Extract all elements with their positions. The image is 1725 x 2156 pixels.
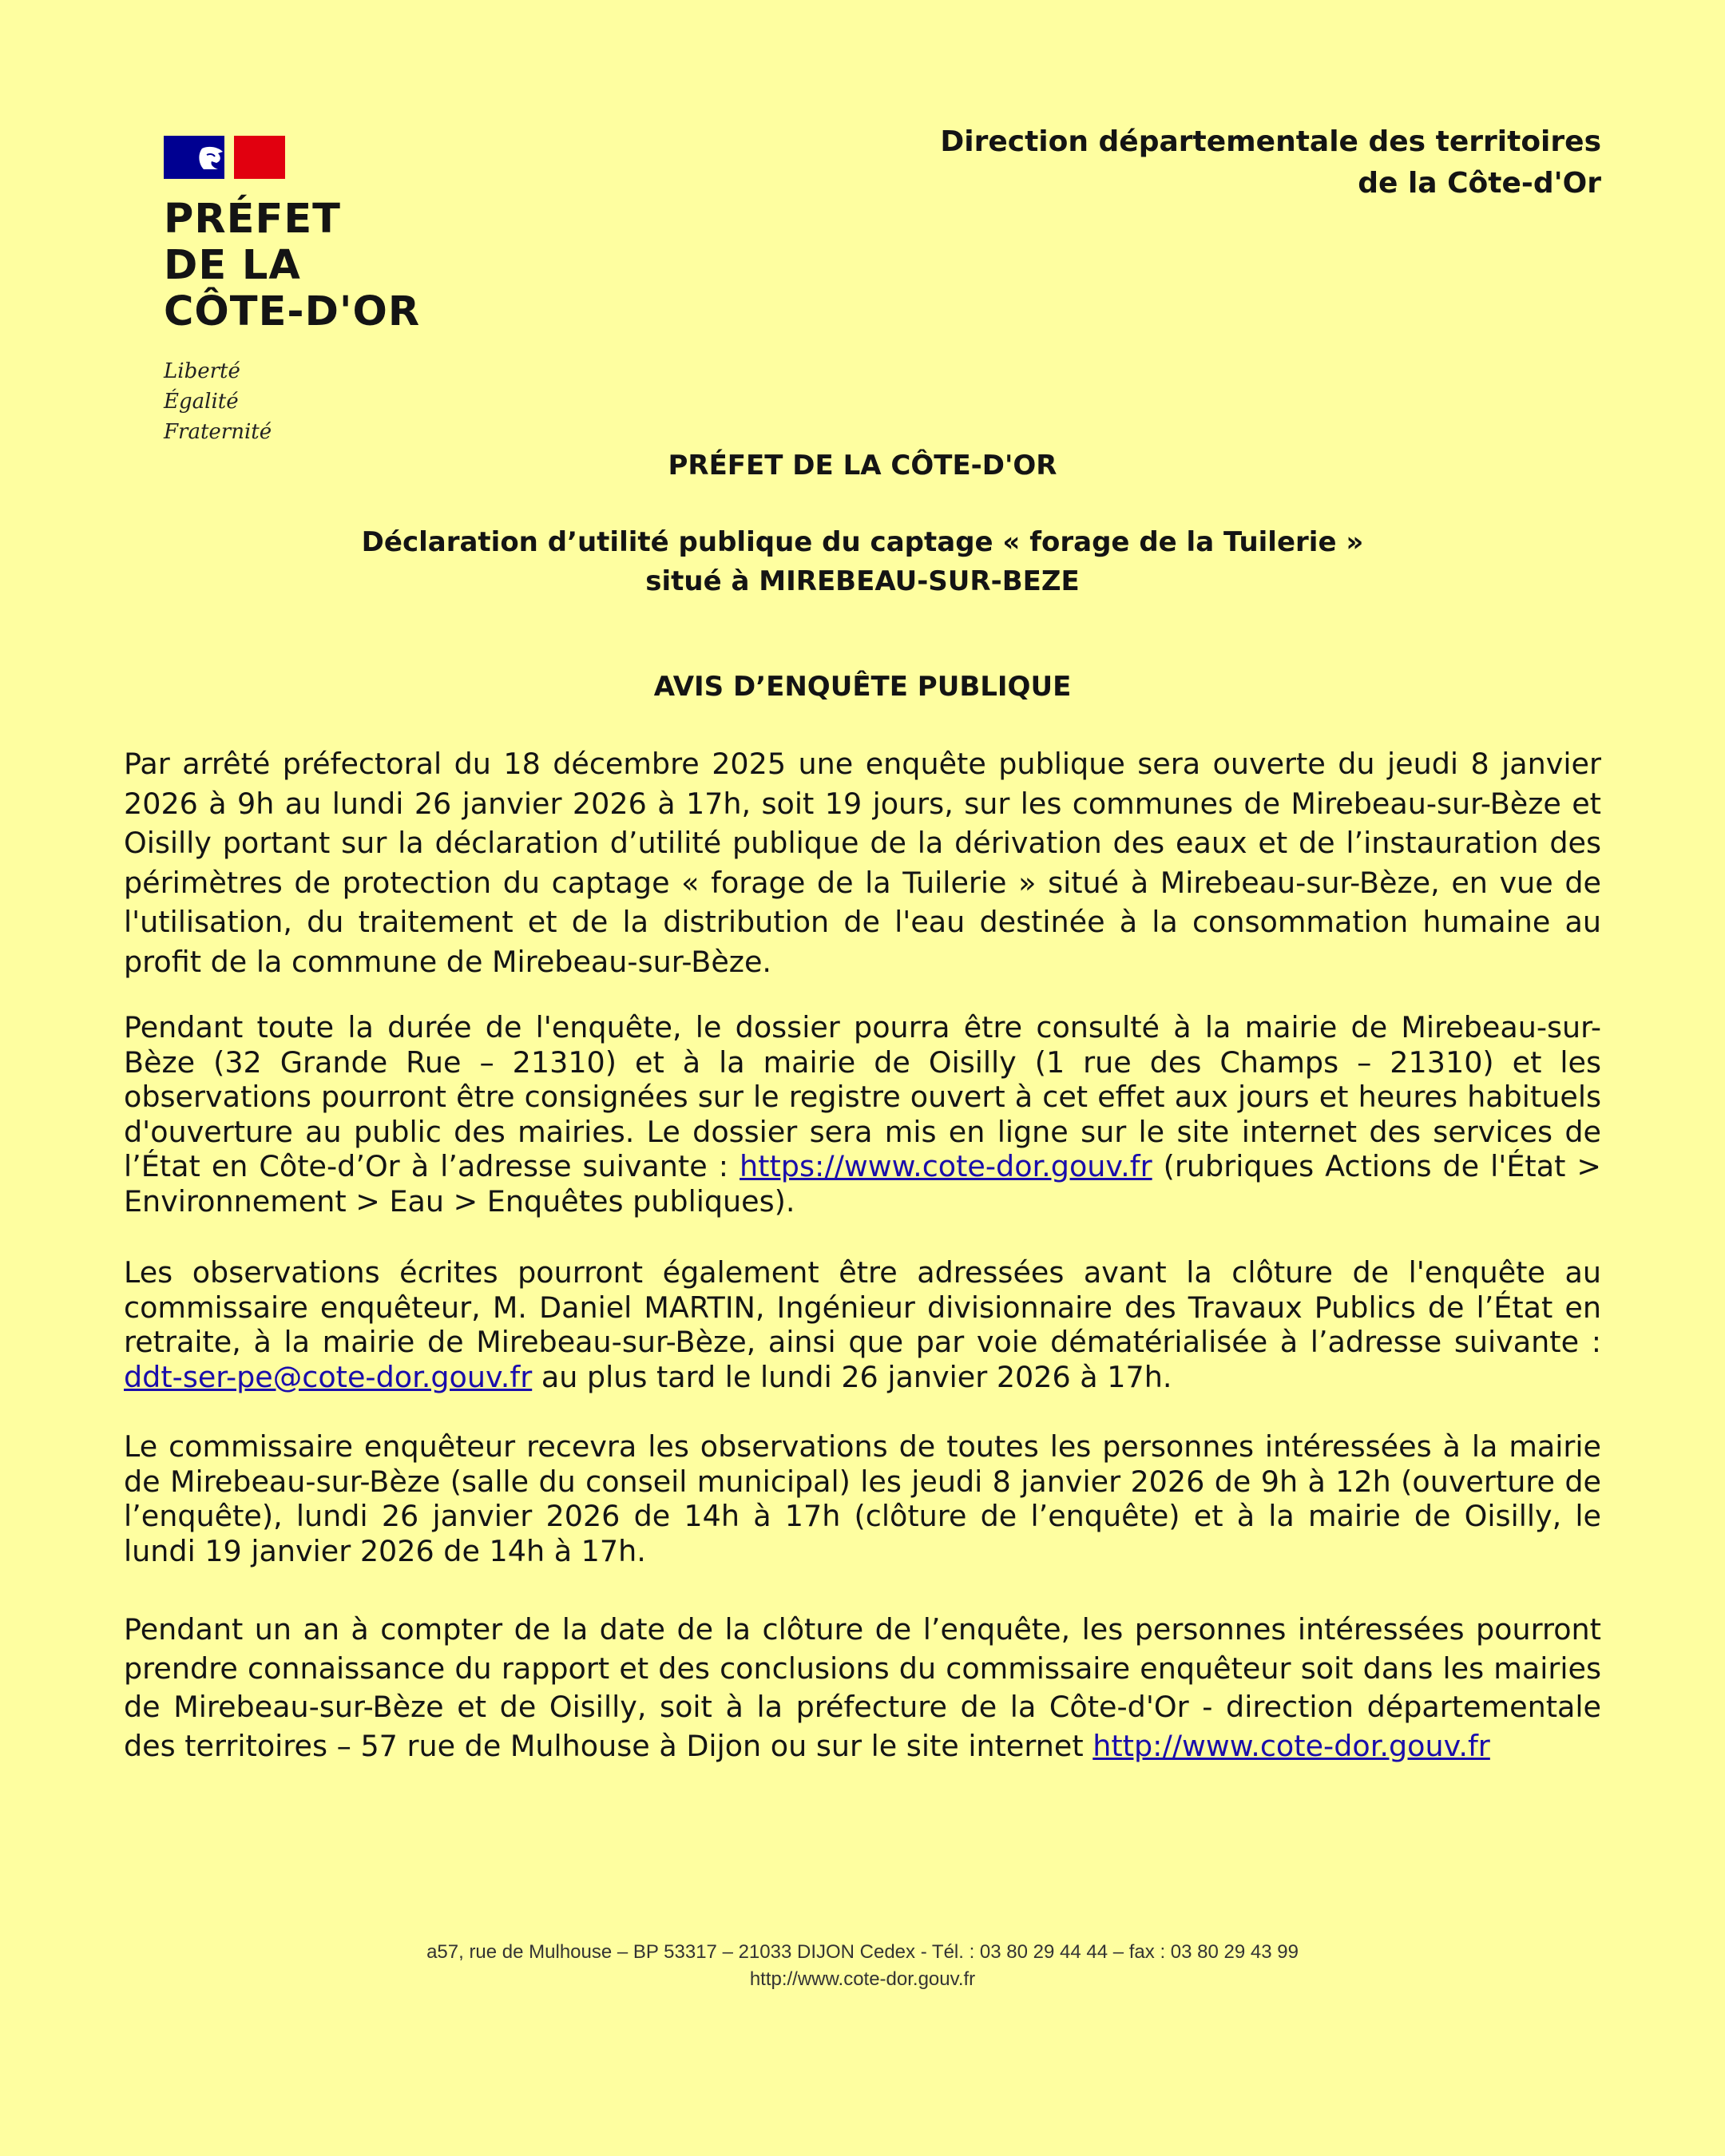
prefet-line-2: DE LA: [164, 242, 301, 289]
paragraph-rapport: [124, 1611, 1601, 1766]
flag-red-band: [234, 136, 285, 179]
direction-line-1: Direction départementale des territoires: [940, 125, 1601, 158]
paragraph-permanences: Le commissaire enquêteur recevra les observations de toutes les personnes intéressées à la mairie de Mirebeau-sur-Bèze (salle du conseil municipal) les jeudi 8 janvier 2026 de 9h à 12h (ouverture de l’enquête), lundi 26 janvier 2026 de 14h à 17h (clôture de l’enquête) et à la mairie de Oisilly, le lundi 19 janvier 2026 de 14h à 17h.: [124, 1429, 1601, 1568]
marianne-profile-icon: [194, 144, 226, 172]
devise: [164, 356, 499, 447]
declaration-title-line-2: situé à MIREBEAU-SUR-BEZE: [645, 565, 1080, 597]
declaration-title: [0, 523, 1725, 601]
prefet-name: [164, 196, 499, 335]
direction-line-2: de la Côte-d'Or: [1358, 167, 1601, 200]
declaration-title-line-1: Déclaration d’utilité publique du captage « forage de la Tuilerie »: [361, 526, 1364, 558]
devise-egalite: Égalité: [164, 390, 239, 414]
devise-liberte: Liberté: [164, 359, 240, 383]
paragraph-consultation-text: Pendant toute la durée de l'enquête, le dossier pourra être consulté à la mairie de Mirebeau-sur-Bèze (32 Grande Rue – 21310) et à la mairie de Oisilly (1 rue des Champs – 21310) et les observations pourront être consignées sur le registre ouvert à cet effet aux jours et heures habituels d'ouverture au public des mairies. Le dossier sera mis en ligne sur le site internet des services de l’État en Côte-d’Or à l’adresse suivante :: [124, 1010, 1601, 1183]
paragraph-observations-text: Les observations écrites pourront également être adressées avant la clôture de l'enquête au commissaire enquêteur, M. Daniel MARTIN, Ingénieur divisionnaire des Travaux Publics de l’État en retraite, à la mairie de Mirebeau-sur-Bèze, ainsi que par voie dématérialisée à l’adresse suivante :: [124, 1255, 1601, 1359]
paragraph-arrete: Par arrêté préfectoral du 18 décembre 2025 une enquête publique sera ouverte du jeudi 8 janvier 2026 à 9h au lundi 26 janvier 2026 à 17h, soit 19 jours, sur les communes de Mirebeau-sur-Bèze et Oisilly portant sur la déclaration d’utilité publique de la dérivation des eaux et de l’instauration des périmètres de protection du captage « forage de la Tuilerie » situé à Mirebeau-sur-Bèze, en vue de l'utilisation, du traitement et de la distribution de l'eau destinée à la consommation humaine au profit de la commune de Mirebeau-sur-Bèze.: [124, 747, 1601, 979]
footer-url: http://www.cote-dor.gouv.fr: [749, 1968, 976, 1990]
footer: [0, 1939, 1725, 1993]
direction-header: [940, 121, 1601, 204]
marianne-flag-icon: [164, 136, 285, 179]
flag-blue-band: [164, 136, 224, 179]
paragraph-consultation: [124, 1010, 1601, 1219]
site-link[interactable]: https://www.cote-dor.gouv.fr: [740, 1149, 1152, 1183]
prefet-title: PRÉFET DE LA CÔTE-D'OR: [668, 450, 1057, 482]
avis-title: AVIS D’ENQUÊTE PUBLIQUE: [653, 671, 1072, 703]
prefet-line-1: PRÉFET: [164, 196, 341, 243]
paragraph-observations-text-end: au plus tard le lundi 26 janvier 2026 à 17h.: [532, 1359, 1172, 1394]
devise-fraternite: Fraternité: [164, 420, 272, 444]
footer-address: a57, rue de Mulhouse – BP 53317 – 21033 DIJON Cedex - Tél. : 03 80 29 44 44 – fax : 03 80 29 43 99: [426, 1941, 1299, 1963]
paragraph-rapport-text: Pendant un an à compter de la date de la clôture de l’enquête, les personnes intéressées pourront prendre connaissance du rapport et des conclusions du commissaire enquêteur soit dans les mairies de Mirebeau-sur-Bèze et de Oisilly, soit à la préfecture de la Côte-d'Or - direction départementale des territoires – 57 rue de Mulhouse à Dijon ou sur le site internet: [124, 1612, 1601, 1763]
prefet-logo: [164, 136, 499, 447]
email-link[interactable]: ddt-ser-pe@cote-dor.gouv.fr: [124, 1359, 533, 1394]
paragraph-consultation-text-end: (rubriques Actions de l'État > Environnement > Eau > Enquêtes publiques).: [124, 1149, 1601, 1219]
site-link-2[interactable]: http://www.cote-dor.gouv.fr: [1092, 1728, 1490, 1763]
prefet-line-3: CÔTE-D'OR: [164, 288, 421, 335]
paragraph-observations: [124, 1255, 1601, 1394]
